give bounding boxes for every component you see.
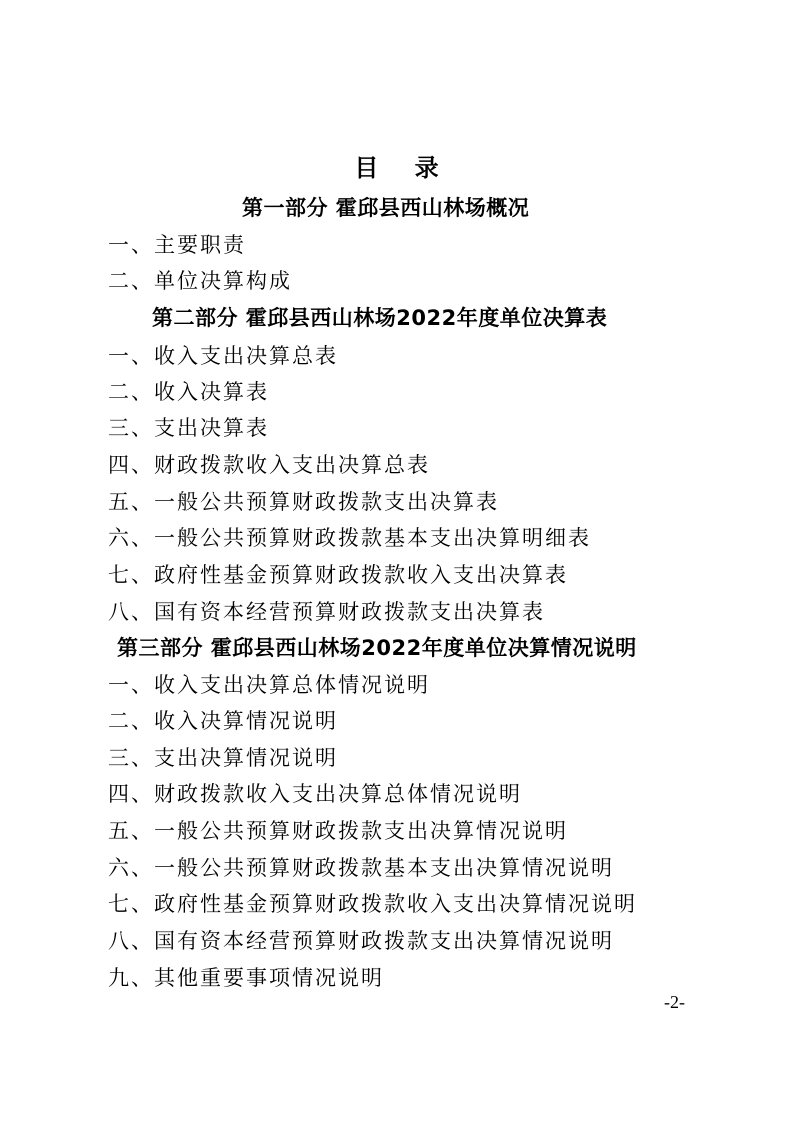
toc-item: 二、收入决算表 (108, 380, 269, 404)
toc-item: 五、一般公共预算财政拨款支出决算情况说明 (108, 819, 568, 843)
toc-item: 一、主要职责 (108, 233, 246, 257)
toc-item: 八、国有资本经营预算财政拨款支出决算表 (108, 600, 545, 624)
toc-item: 四、财政拨款收入支出决算总体情况说明 (108, 782, 522, 806)
toc-item: 五、一般公共预算财政拨款支出决算表 (108, 490, 499, 514)
part1-heading: 第一部分 霍邱县西山林场概况 (242, 196, 530, 220)
part2-heading: 第二部分 霍邱县西山林场2022年度单位决算表 (152, 306, 608, 330)
toc-item: 三、支出决算情况说明 (108, 746, 338, 770)
toc-item: 二、单位决算构成 (108, 269, 292, 293)
toc-item: 九、其他重要事项情况说明 (108, 966, 384, 990)
toc-item: 一、收入支出决算总体情况说明 (108, 673, 430, 697)
toc-item: 六、一般公共预算财政拨款基本支出决算情况说明 (108, 856, 614, 880)
toc-item: 八、国有资本经营预算财政拨款支出决算情况说明 (108, 929, 614, 953)
page-number: -2- (664, 992, 685, 1012)
toc-item: 二、收入决算情况说明 (108, 709, 338, 733)
toc-title: 目 录 (354, 153, 453, 182)
toc-item: 四、财政拨款收入支出决算总表 (108, 453, 430, 477)
toc-item: 三、支出决算表 (108, 416, 269, 440)
part3-heading: 第三部分 霍邱县西山林场2022年度单位决算情况说明 (117, 636, 637, 660)
toc-item: 一、收入支出决算总表 (108, 344, 338, 368)
toc-item: 七、政府性基金预算财政拨款收入支出决算表 (108, 563, 568, 587)
toc-item: 七、政府性基金预算财政拨款收入支出决算情况说明 (108, 892, 637, 916)
toc-item: 六、一般公共预算财政拨款基本支出决算明细表 (108, 526, 591, 550)
